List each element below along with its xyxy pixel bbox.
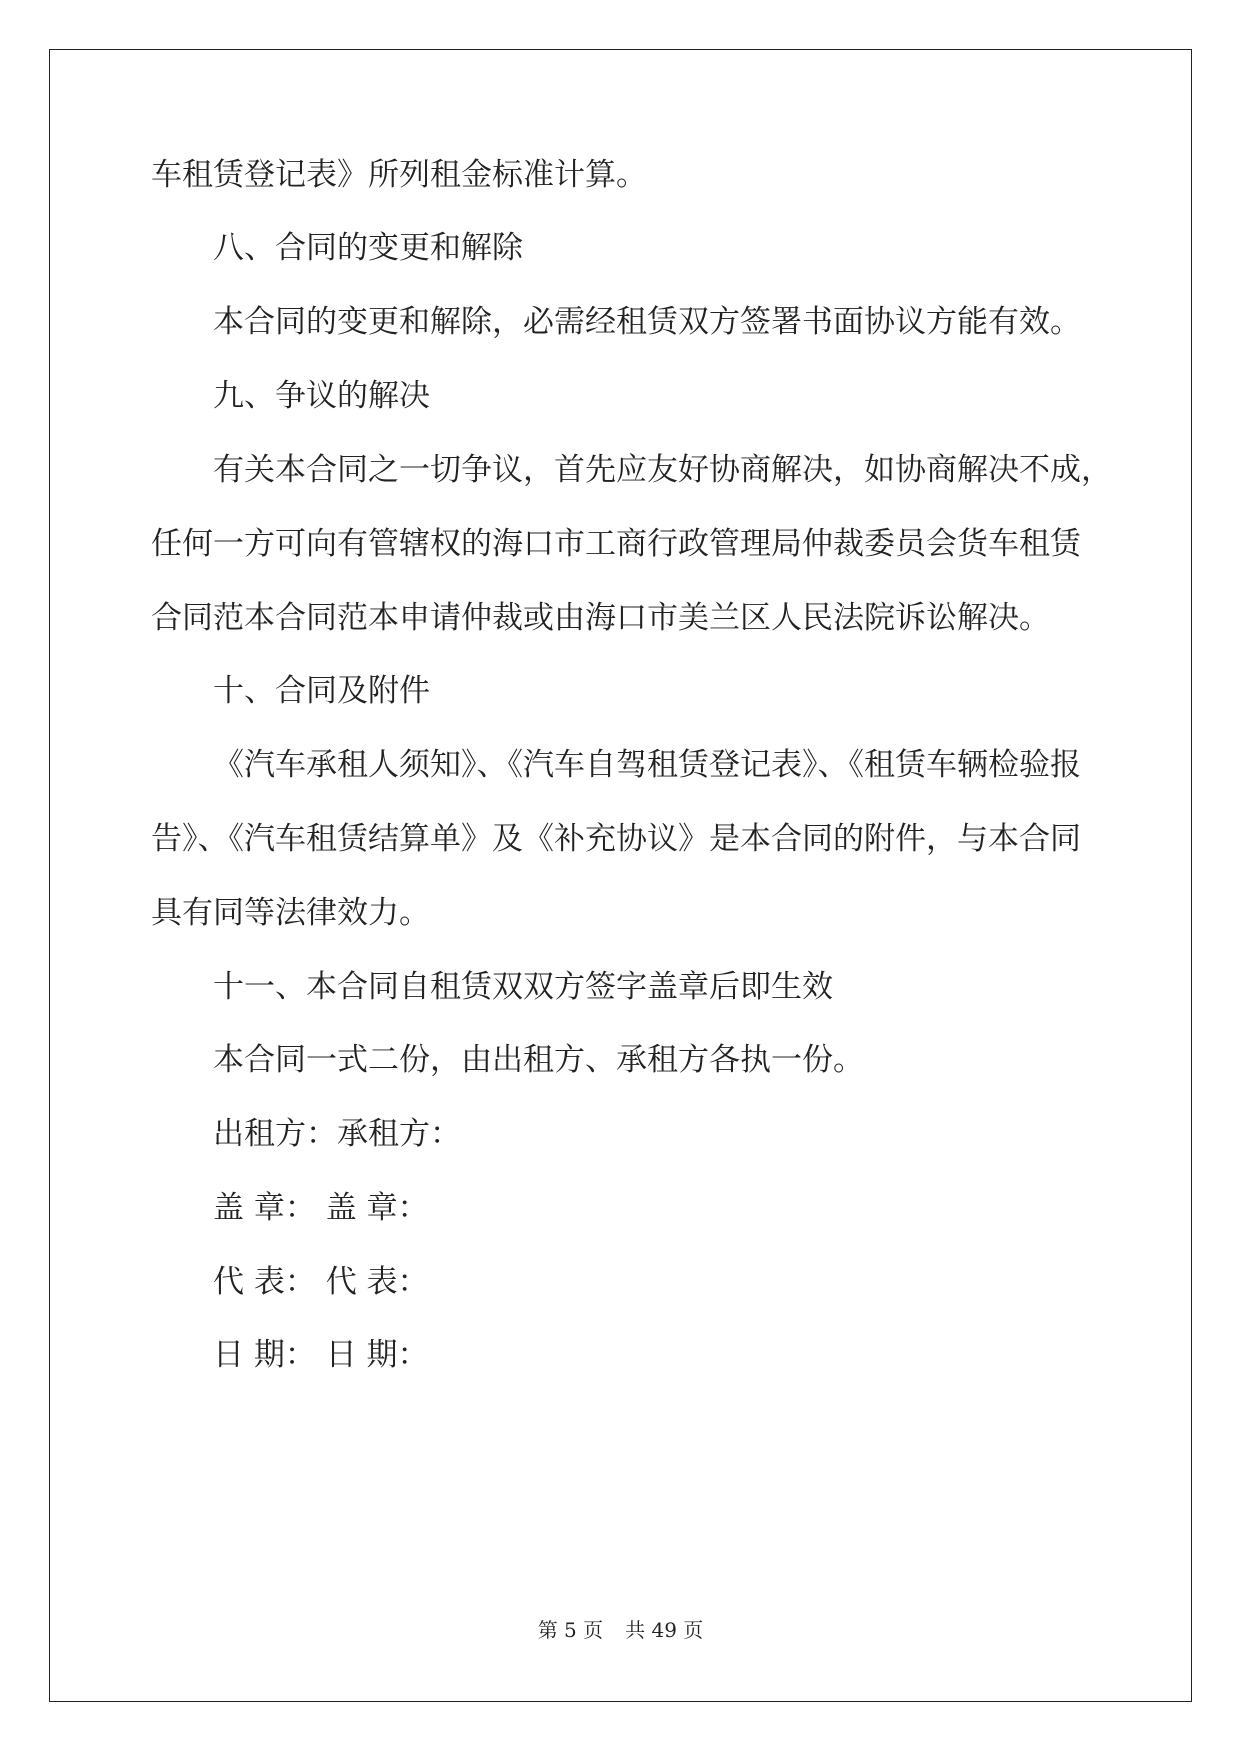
paragraph-line: 合同范本合同范本申请仲裁或由海口市美兰区人民法院诉讼解决。 <box>151 600 1050 636</box>
paragraph-line: 本合同一式二份，由出租方、承租方各执一份。 <box>213 1042 864 1078</box>
paragraph-line: 任何一方可向有管辖权的海口市工商行政管理局仲裁委员会货车租赁 <box>151 526 1081 562</box>
text-line-continuation: 车租赁登记表》所列租金标准计算。 <box>151 157 647 193</box>
paragraph-line: 《汽车承租人须知》、《汽车自驾租赁登记表》、《租赁车辆检验报 <box>213 747 1081 783</box>
paragraph-line: 本合同的变更和解除，必需经租赁双方签署书面协议方能有效。 <box>213 304 1081 340</box>
paragraph-line: 有关本合同之一切争议，首先应友好协商解决，如协商解决不成， <box>213 452 1112 488</box>
section-heading-10: 十、合同及附件 <box>213 673 430 709</box>
page-border <box>49 49 1192 1702</box>
page-number: 第 5 页 <box>537 1618 604 1642</box>
signature-date: 日 期： 日 期： <box>213 1337 429 1373</box>
page-footer <box>0 1614 1241 1643</box>
paragraph-line: 告》、《汽车租赁结算单》及《补充协议》是本合同的附件，与本合同 <box>151 821 1081 857</box>
page-total: 共 49 页 <box>625 1618 704 1642</box>
signature-representative: 代 表： 代 表： <box>213 1264 429 1300</box>
paragraph-line: 具有同等法律效力。 <box>151 895 430 931</box>
section-heading-9: 九、争议的解决 <box>213 378 430 414</box>
section-heading-8: 八、合同的变更和解除 <box>213 230 523 266</box>
signature-seal: 盖 章： 盖 章： <box>213 1190 429 1226</box>
section-heading-11: 十一、本合同自租赁双双方签字盖章后即生效 <box>213 969 833 1005</box>
signature-parties: 出租方：承租方： <box>213 1116 461 1152</box>
